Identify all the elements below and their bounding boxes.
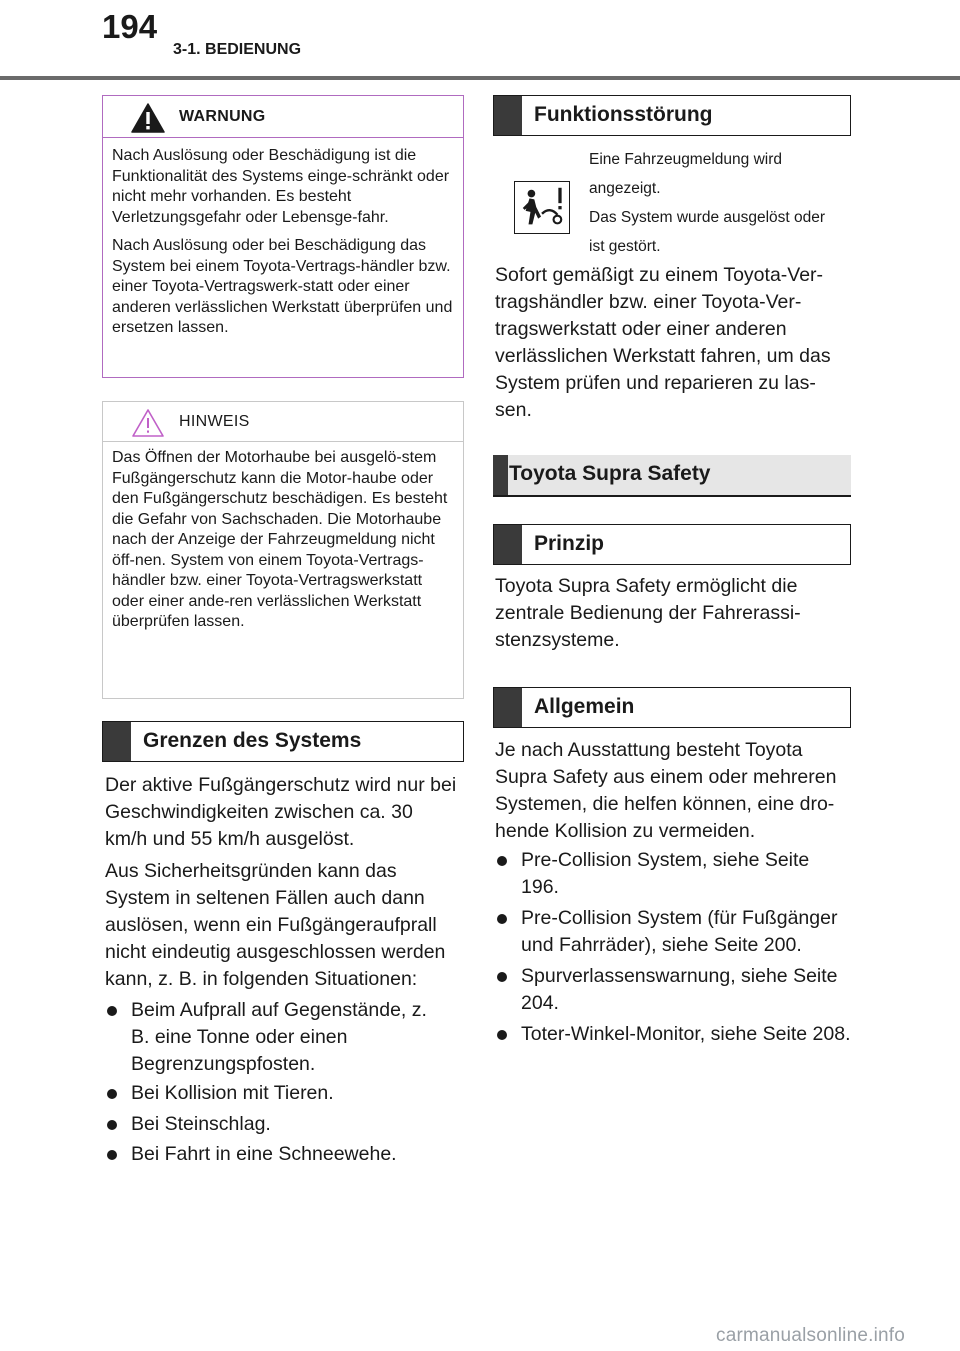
- heading-grenzen: [102, 721, 464, 762]
- fault-message-1: Eine Fahrzeugmeldung wird angezeigt.: [589, 151, 782, 197]
- heading-allgemein-text: Allgemein: [534, 695, 635, 718]
- list-item: Pre-Collision System, siehe Seite 196.: [495, 847, 851, 901]
- heading-bar: [494, 96, 522, 135]
- header-rule: [0, 76, 960, 80]
- section-title: 3-1. BEDIENUNG: [173, 41, 302, 58]
- note-title: HINWEIS: [179, 413, 250, 430]
- heading-allgemein: [493, 687, 851, 728]
- note-body: Das Öffnen der Motorhaube bei ausgelö-stem Fußgängerschutz kann die Motor-haube oder den Fußgängerschutz beschädigen. Es besteht die Gefahr von Sachschaden. Die Motorhaube nach der Anzeige der Fahrzeugmeldung nicht öff-nen. System von einem Toyota-Vertrags-händler bzw. einer Toyota-Vertragswerkstatt oder einer ande-ren verlässlichen Werkstatt überprüfen lassen.: [112, 449, 448, 630]
- note-header: [103, 402, 463, 442]
- note-box: [102, 401, 464, 699]
- warning-paragraph-2: Nach Auslösung oder bei Beschädigung das System bei einem Toyota-Vertrags-händler bzw. einer Toyota-Vertragswerk-statt oder einer anderen verlässlichen Werkstatt überprüfen und ersetzen lassen.: [112, 237, 453, 336]
- heading-funktionsstoerung: [493, 95, 851, 136]
- list-item: Beim Aufprall auf Gegenstände, z. B. eine Tonne oder einen Begrenzungspfosten.: [105, 997, 445, 1078]
- heading-funktionsstoerung-text: Funktionsstörung: [534, 103, 713, 126]
- allgemein-paragraph: Je nach Ausstattung besteht Toyota Supra Safety aus einem oder mehreren Systemen, die helfen können, eine dro-hende Kollision zu vermeiden.: [495, 739, 837, 842]
- pedestrian-protection-icon: [514, 181, 570, 234]
- heading-prinzip-text: Prinzip: [534, 532, 605, 555]
- grenzen-paragraph-1: Der aktive Fußgängerschutz wird nur bei Geschwindigkeiten zwischen ca. 30 km/h und 55 km/h ausgelöst.: [105, 774, 457, 850]
- heading-bar: [494, 688, 522, 727]
- heading-bar: [103, 722, 131, 761]
- heading-bar: [494, 525, 522, 564]
- fault-paragraph: Sofort gemäßigt zu einem Toyota-Ver-tragshändler bzw. einer Toyota-Ver-tragswerkstatt oder einer anderen verlässlichen Werkstatt fahren, um das System prüfen und reparieren zu las-sen.: [495, 264, 831, 421]
- list-item: Toter-Winkel-Monitor, siehe Seite 208.: [495, 1021, 851, 1048]
- list-item: Bei Kollision mit Tieren.: [105, 1080, 445, 1107]
- warning-triangle-icon: [131, 103, 165, 133]
- page-number: 194: [102, 8, 158, 45]
- heading-prinzip: [493, 524, 851, 565]
- warning-paragraph-1: Nach Auslösung oder Beschädigung ist die Funktionalität des Systems einge-schränkt oder nicht mehr vorhanden. Es besteht Verletzungsgefahr oder Lebensge-fahr.: [112, 147, 450, 226]
- warning-box: [102, 95, 464, 378]
- grenzen-paragraph-2: Aus Sicherheitsgründen kann das System in seltenen Fällen auch dann auslösen, wenn ein Fußgängeraufprall nicht eindeutig ausgeschlossen werden kann, z. B. in folgenden Situationen:: [105, 860, 446, 990]
- caution-triangle-icon: [131, 408, 165, 438]
- list-item: Spurverlassenswarnung, siehe Seite 204.: [495, 963, 851, 1017]
- warning-body: [103, 138, 463, 339]
- list-item: Pre-Collision System (für Fußgänger und Fahrräder), siehe Seite 200.: [495, 905, 851, 959]
- watermark: carmanualsonline.info: [716, 1325, 906, 1346]
- heading-bar: [493, 455, 508, 495]
- warning-title: WARNUNG: [179, 108, 266, 125]
- warning-header: [103, 96, 463, 138]
- heading-toyota-supra-safety-text: Toyota Supra Safety: [509, 462, 711, 485]
- fault-message-2: Das System wurde ausgelöst oder ist gestört.: [589, 209, 826, 255]
- heading-grenzen-text: Grenzen des Systems: [143, 729, 362, 752]
- heading-toyota-supra-safety: [493, 455, 851, 497]
- prinzip-paragraph: Toyota Supra Safety ermöglicht die zentrale Bedienung der Fahrerassi-stenzsysteme.: [495, 575, 801, 651]
- list-item: Bei Fahrt in eine Schneewehe.: [105, 1141, 445, 1168]
- list-item: Bei Steinschlag.: [105, 1111, 445, 1138]
